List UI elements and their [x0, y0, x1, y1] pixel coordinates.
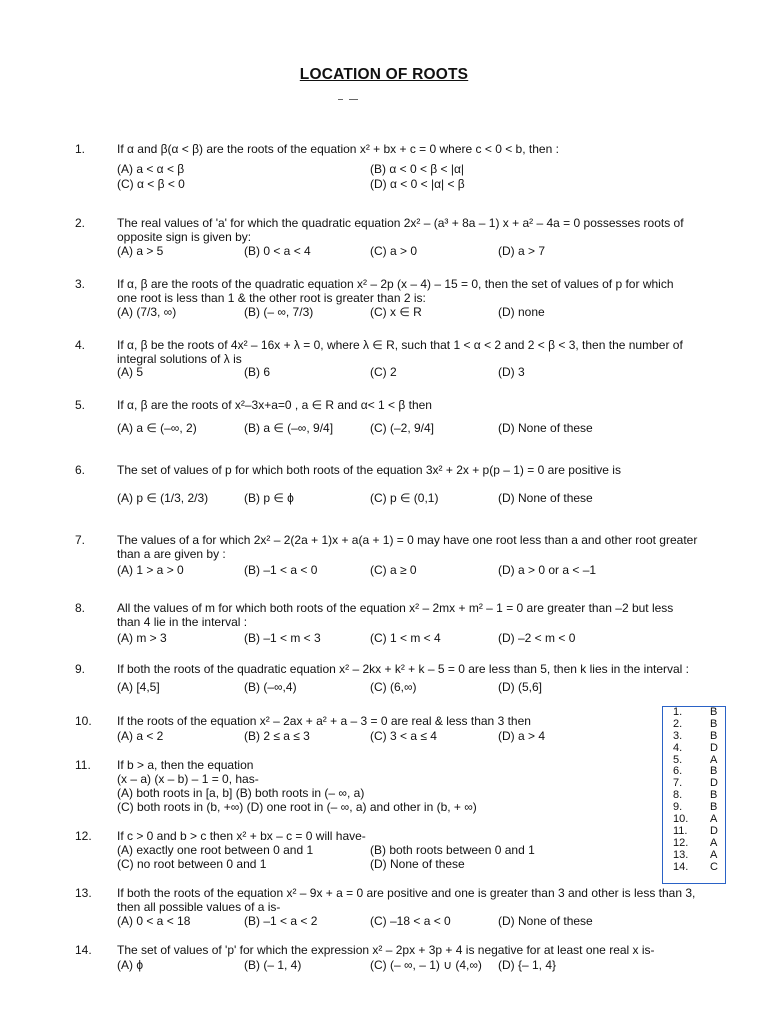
question-number: 13. — [75, 886, 92, 900]
option-c: (C) 1 < m < 4 — [370, 631, 441, 645]
question-stem — [117, 398, 697, 412]
question-stem-line: The values of a for which 2x² – 2(2a + 1)x + a(a + 1) = 0 may have one root less than a and other root greater — [117, 533, 698, 547]
question-stem-line: integral solutions of λ is — [117, 352, 242, 366]
option-a: (A) a < 2 — [117, 729, 164, 743]
question-stem — [117, 829, 697, 843]
answer-key-letter: A — [710, 813, 718, 826]
question-stem-line: The set of values of p for which both roots of the equation 3x² + 2x + p(p – 1) = 0 are positive is — [117, 463, 621, 477]
answer-key-letter: A — [710, 836, 718, 849]
option-c: (C) (6,∞) — [370, 680, 417, 694]
option-a: (A) p ∈ (1/3, 2/3) — [117, 491, 209, 505]
question-stem-line: All the values of m for which both roots of the equation x² – 2mx + m² – 1 = 0 are greater than –2 but less — [117, 601, 674, 615]
question-number: 8. — [75, 601, 86, 615]
option-c: (C) (– ∞, – 1) ∪ (4,∞) — [370, 958, 482, 972]
answer-key-letter: B — [710, 801, 718, 814]
option-b: (B) 6 — [244, 365, 271, 379]
option-c: (C) 2 — [370, 365, 397, 379]
option-b: (B) –1 < a < 2 — [244, 914, 318, 928]
option-b: (B) –1 < a < 0 — [244, 563, 318, 577]
answer-key-letter: D — [710, 741, 718, 754]
question-stem-line: If α and β(α < β) are the roots of the equation x² + bx + c = 0 where c < 0 < b, then : — [117, 142, 559, 156]
option-a: (A) 1 > a > 0 — [117, 563, 184, 577]
answer-key-number: 5. — [673, 753, 683, 766]
answer-key-letter: A — [710, 753, 718, 766]
question-stem-line: one root is less than 1 & the other root is greater than 2 is: — [117, 291, 426, 305]
answer-key-number: 10. — [673, 813, 689, 826]
answer-key-letter: B — [710, 729, 718, 742]
option-b: (B) p ∈ ϕ — [244, 491, 294, 505]
answer-key-number: 11. — [673, 824, 688, 837]
option-d: (D) None of these — [370, 857, 465, 871]
answer-key-letter: B — [710, 765, 718, 778]
answer-key-number: 1. — [673, 706, 683, 718]
option-d: (D) none — [498, 305, 545, 319]
option-b: (B) α < 0 < β < |α| — [370, 162, 465, 176]
question-stem-line: than a are given by : — [117, 547, 226, 561]
option-d: (D) a > 7 — [498, 244, 546, 258]
answer-key-number: 4. — [673, 741, 683, 754]
question-stem — [117, 216, 697, 244]
answer-key-number: 12. — [673, 836, 689, 849]
option-c: (C) no root between 0 and 1 — [117, 857, 267, 871]
option-d: (D) None of these — [498, 914, 593, 928]
option-c: (C) (–2, 9/4] — [370, 421, 435, 435]
question-stem — [117, 338, 697, 366]
option-c: (C) a ≥ 0 — [370, 563, 417, 577]
question-stem-line: opposite sign is given by: — [117, 230, 252, 244]
option-b: (B) (–∞,4) — [244, 680, 297, 694]
question-stem-line: than 4 lie in the interval : — [117, 615, 248, 629]
question-stem-line: If both the roots of the quadratic equation x² – 2kx + k² + k – 5 = 0 are less than 5, then k lies in the interval : — [117, 662, 689, 676]
question-stem-line: If α, β are the roots of the quadratic equation x² – 2p (x – 4) – 15 = 0, then the set of values of p for which — [117, 277, 674, 291]
option-b: (B) a ∈ (–∞, 9/4] — [244, 421, 334, 435]
question-stem-line: The real values of 'a' for which the quadratic equation 2x² – (a³ + 8a – 1) x + a² – 4a = 0 possesses roots of — [117, 216, 684, 230]
option-a: (A) a > 5 — [117, 244, 164, 258]
question-stem-line: The set of values of 'p' for which the expression x² – 2px + 3p + 4 is negative for at least one real x is- — [117, 943, 655, 957]
option-d: (D) None of these — [498, 491, 593, 505]
answer-key-number: 2. — [673, 717, 683, 730]
page-title: LOCATION OF ROOTS — [299, 66, 469, 83]
question-stem — [117, 662, 697, 676]
question-stem-line: If b > a, then the equation — [117, 758, 254, 772]
question-stem-line: If both the roots of the equation x² – 9x + a = 0 are positive and one is greater than 3 and other is less than 3, — [117, 886, 696, 900]
question-stem-line: (A) both roots in [a, b] (B) both roots in (– ∞, a) — [117, 786, 365, 800]
option-c: (C) a > 0 — [370, 244, 418, 258]
option-a: (A) a ∈ (–∞, 2) — [117, 421, 197, 435]
option-a: (A) (7/3, ∞) — [117, 305, 177, 319]
option-d: (D) α < 0 < |α| < β — [370, 177, 465, 191]
question-number: 7. — [75, 533, 86, 547]
option-a: (A) [4,5] — [117, 680, 160, 694]
question-number: 14. — [75, 943, 92, 957]
option-d: (D) a > 0 or a < –1 — [498, 563, 597, 577]
answer-key-letter: D — [710, 777, 718, 790]
option-a: (A) exactly one root between 0 and 1 — [117, 843, 314, 857]
option-b: (B) (– 1, 4) — [244, 958, 302, 972]
answer-key-box — [662, 706, 726, 884]
answer-key-row — [663, 743, 725, 755]
question-stem — [117, 463, 697, 477]
question-stem — [117, 142, 697, 156]
answer-key-number: 3. — [673, 729, 683, 742]
question-number: 5. — [75, 398, 86, 412]
option-b: (B) 0 < a < 4 — [244, 244, 311, 258]
option-c: (C) 3 < a ≤ 4 — [370, 729, 437, 743]
answer-key-row — [663, 826, 725, 838]
option-a: (A) ϕ — [117, 958, 144, 972]
question-number: 11. — [75, 758, 91, 772]
question-stem-line: then all possible values of a is- — [117, 900, 281, 914]
option-b: (B) (– ∞, 7/3) — [244, 305, 314, 319]
option-d: (D) None of these — [498, 421, 593, 435]
option-c: (C) p ∈ (0,1) — [370, 491, 439, 505]
answer-key-letter: B — [710, 789, 718, 802]
question-number: 2. — [75, 216, 86, 230]
option-d: (D) (5,6] — [498, 680, 543, 694]
option-a: (A) m > 3 — [117, 631, 167, 645]
answer-key-row — [663, 838, 725, 850]
answer-key-letter: A — [710, 848, 718, 861]
question-stem-line: If c > 0 and b > c then x² + bx – c = 0 will have- — [117, 829, 366, 843]
question-stem — [117, 277, 697, 305]
option-b: (B) both roots between 0 and 1 — [370, 843, 535, 857]
question-number: 4. — [75, 338, 86, 352]
answer-key-letter: D — [710, 824, 718, 837]
answer-key-number: 14. — [673, 860, 689, 873]
answer-key-number: 13. — [673, 848, 689, 861]
question-stem-line: If the roots of the equation x² – 2ax + a² + a – 3 = 0 are real & less than 3 then — [117, 714, 531, 728]
option-b: (B) –1 < m < 3 — [244, 631, 321, 645]
option-d: (D) {– 1, 4} — [498, 958, 557, 972]
option-d: (D) a > 4 — [498, 729, 546, 743]
answer-key-row — [663, 719, 725, 731]
option-d: (D) 3 — [498, 365, 525, 379]
question-stem-line: If α, β be the roots of 4x² – 16x + λ = 0, where λ ∈ R, such that 1 < α < 2 and 2 < β < 3, then the number of — [117, 338, 683, 352]
answer-key-row — [663, 731, 725, 743]
option-c: (C) x ∈ R — [370, 305, 422, 319]
answer-key-row — [663, 850, 725, 862]
question-stem-line: If α, β are the roots of x²–3x+a=0 , a ∈ R and α< 1 < β then — [117, 398, 432, 412]
answer-key-letter: C — [710, 860, 718, 873]
answer-key-number: 9. — [673, 801, 683, 814]
question-number: 12. — [75, 829, 92, 843]
question-stem-line: (x – a) (x – b) – 1 = 0, has- — [117, 772, 259, 786]
answer-key-letter: B — [710, 706, 718, 718]
option-a: (A) a < α < β — [117, 162, 185, 176]
answer-key-number: 6. — [673, 765, 683, 778]
question-stem — [117, 714, 697, 728]
answer-key-number: 8. — [673, 789, 683, 802]
question-number: 10. — [75, 714, 92, 728]
question-stem — [117, 601, 697, 629]
question-stem — [117, 886, 697, 914]
question-number: 9. — [75, 662, 86, 676]
option-a: (A) 0 < a < 18 — [117, 914, 191, 928]
question-number: 6. — [75, 463, 86, 477]
option-c: (C) –18 < a < 0 — [370, 914, 451, 928]
question-stem — [117, 533, 697, 561]
question-number: 1. — [75, 142, 86, 156]
answer-key-letter: B — [710, 717, 718, 730]
question-stem — [117, 943, 697, 957]
question-number: 3. — [75, 277, 86, 291]
decorative-dash — [338, 99, 360, 101]
answer-key-number: 7. — [673, 777, 683, 790]
option-b: (B) 2 ≤ a ≤ 3 — [244, 729, 310, 743]
question-stem-line: (C) both roots in (b, +∞) (D) one root in (– ∞, a) and other in (b, + ∞) — [117, 800, 477, 814]
option-c: (C) α < β < 0 — [117, 177, 185, 191]
option-a: (A) 5 — [117, 365, 144, 379]
question-stem — [117, 758, 697, 814]
option-d: (D) –2 < m < 0 — [498, 631, 576, 645]
answer-key-row — [663, 862, 725, 874]
